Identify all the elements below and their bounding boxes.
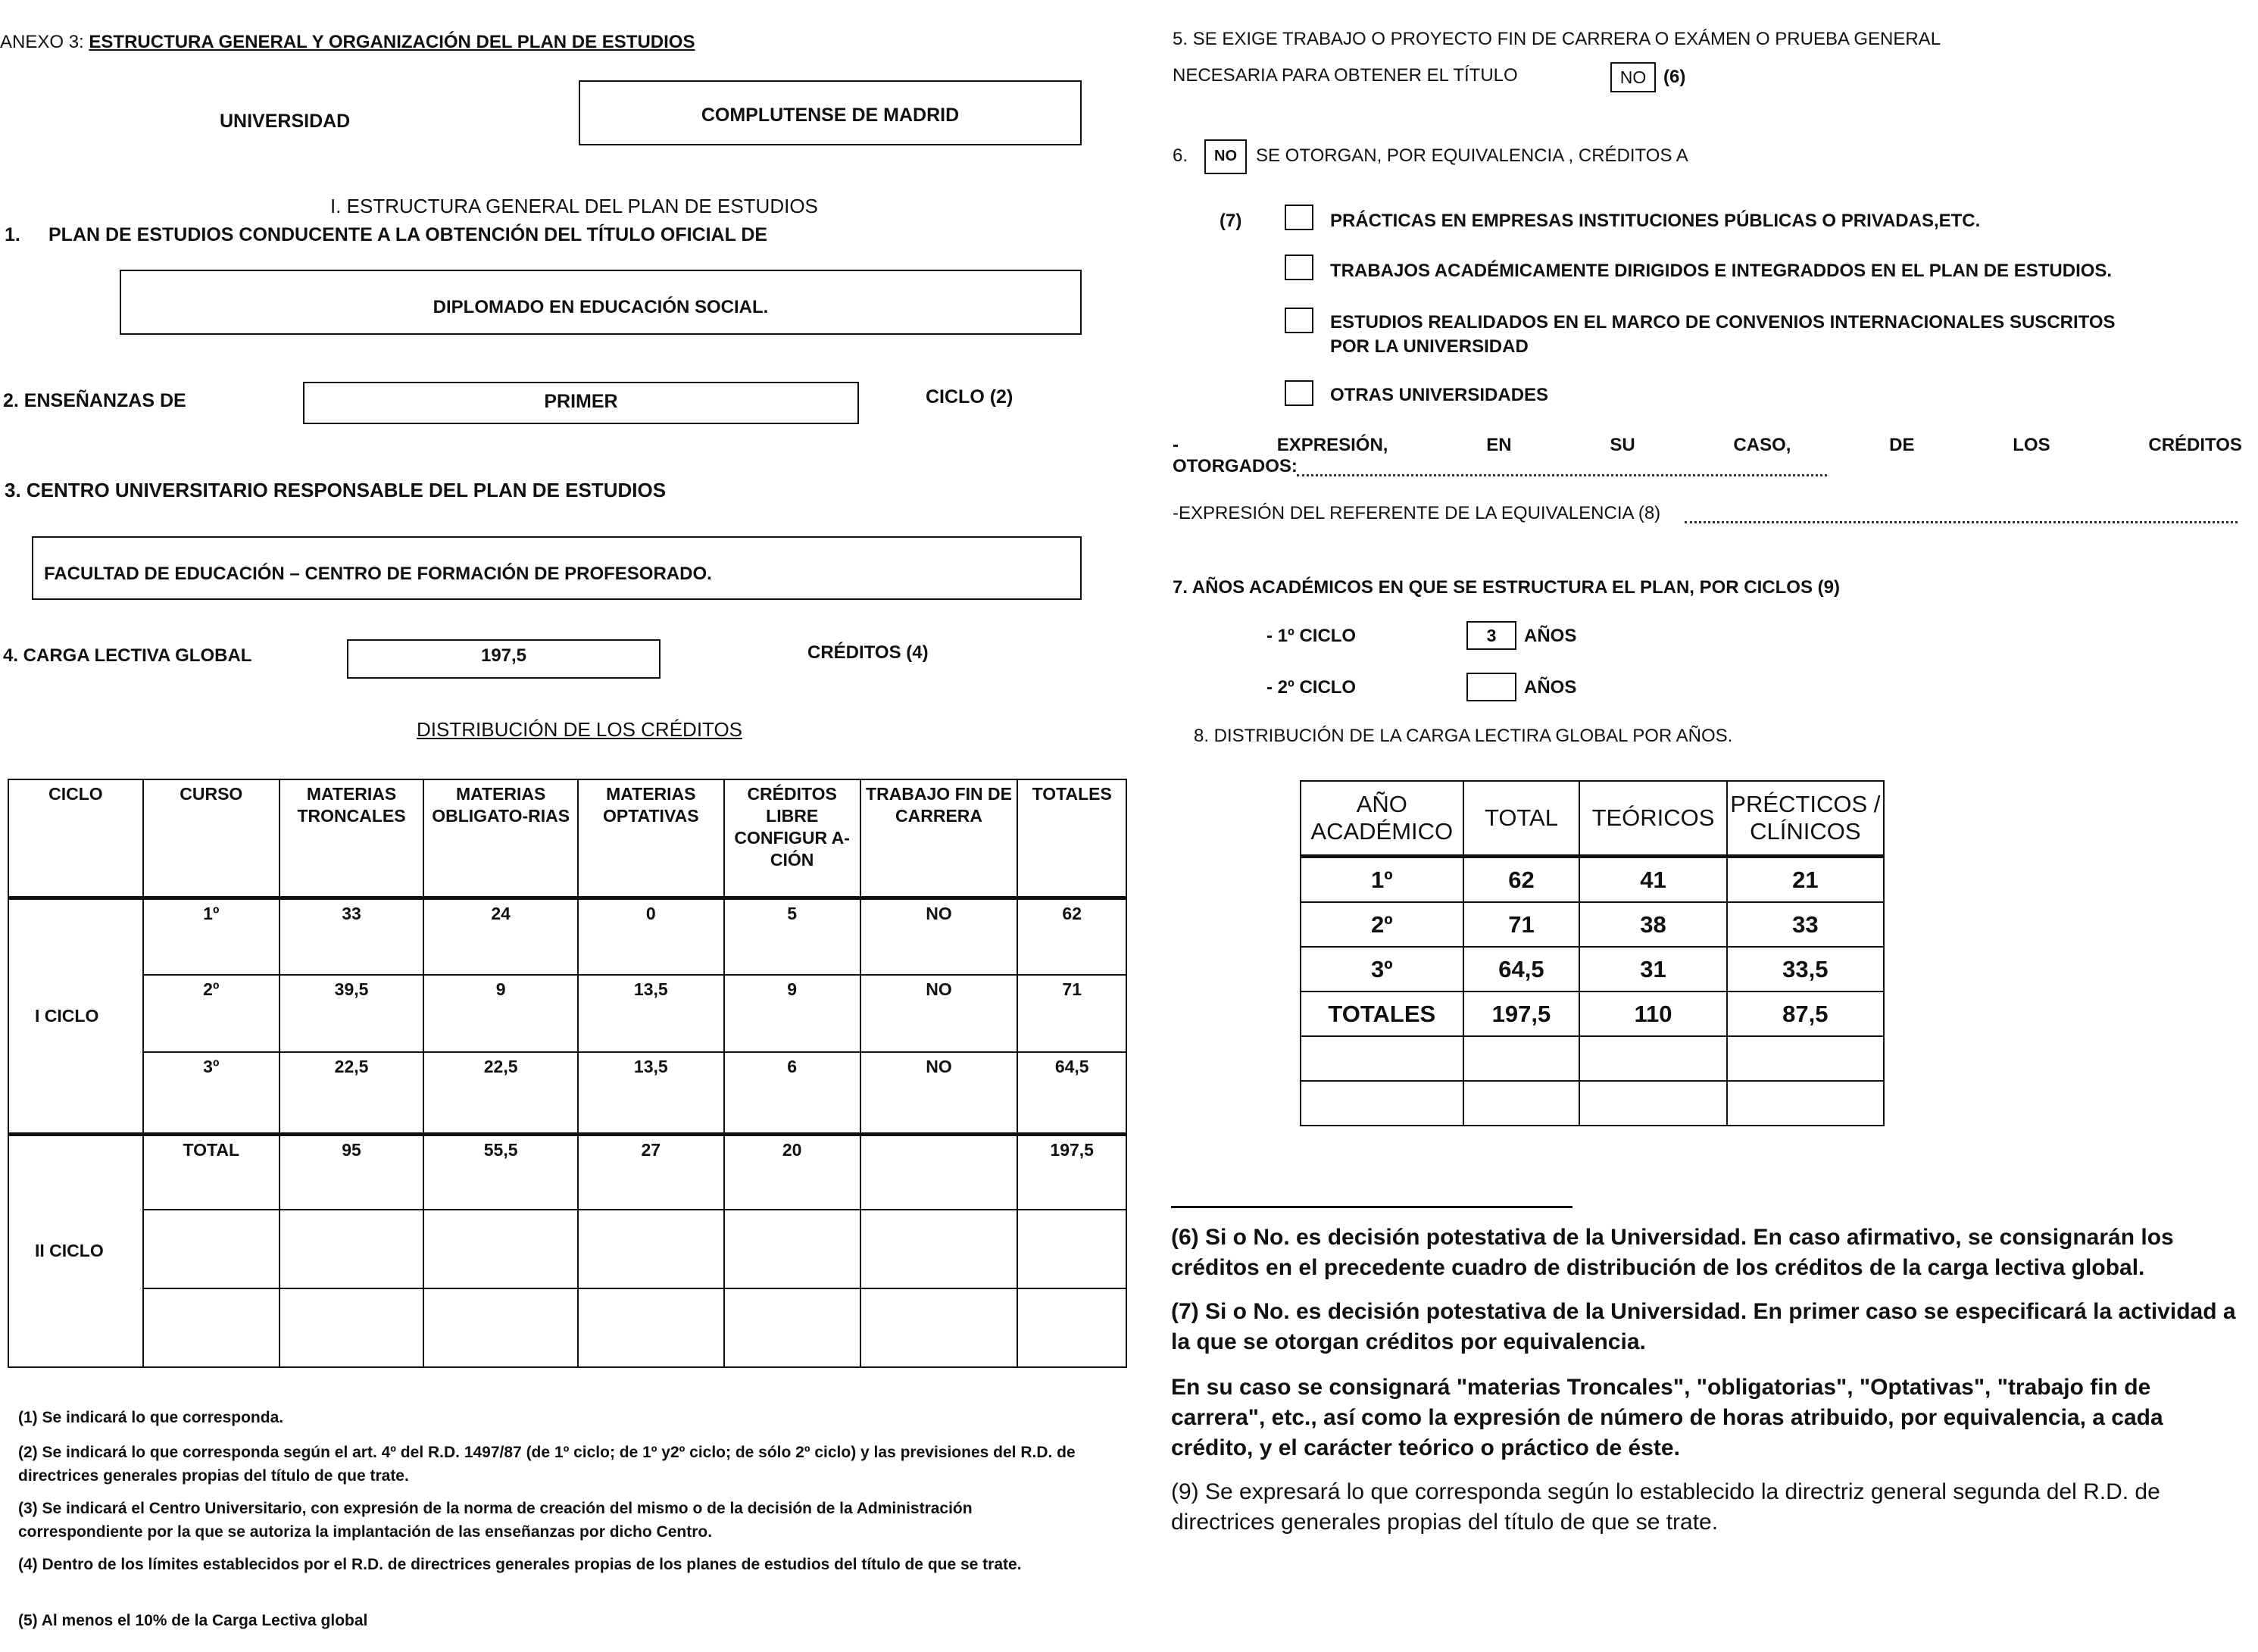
cell: NO	[860, 1052, 1018, 1134]
table-row-total	[8, 1134, 1126, 1210]
table-row	[8, 1052, 1126, 1134]
expr-otorgados-dots	[1297, 474, 1827, 476]
option-convenios-line2: POR LA UNIVERSIDAD	[1330, 336, 1529, 357]
footnote-4: (4) Dentro de los límites establecidos por el R.D. de directrices generales propias de los planes de estudios del título de que se trate.	[18, 1556, 1022, 1573]
cell: 2º	[1301, 902, 1463, 947]
table-row	[8, 898, 1126, 975]
cell	[1301, 1081, 1463, 1126]
footnote-2: (2) Se indicará lo que corresponda según el art. 4º del R.D. 1497/87 (de 1º ciclo; de 1º y2º ciclo; de sólo 2º ciclo) y las previsiones del R.D. de directrices generales propias del título de que trate.	[18, 1444, 1076, 1485]
years-row-totales	[1301, 992, 1884, 1036]
footnote-1: (1) Se indicará lo que corresponda.	[18, 1409, 284, 1426]
header-curso: CURSO	[143, 779, 280, 898]
years-header-row	[1301, 781, 1884, 857]
centre-value: FACULTAD DE EDUCACIÓN – CENTRO DE FORMACIÓN DE PROFESORADO.	[44, 564, 712, 584]
cell: 0	[578, 898, 724, 975]
years-row	[1301, 857, 1884, 903]
item2-suffix: CICLO (2)	[926, 386, 1013, 408]
ciclo1-years: AÑOS	[1524, 626, 1577, 646]
cell: 1º	[1301, 857, 1463, 903]
expr-referente-dots	[1685, 521, 2238, 523]
ciclo1-value: 3	[1486, 626, 1497, 645]
cell: 22,5	[423, 1052, 578, 1134]
cell: 1º	[143, 898, 280, 975]
cell: 27	[578, 1134, 724, 1210]
item5-value-box	[1610, 62, 1656, 92]
note-6: (6) Si o No. es decisión potestativa de la Universidad. En caso afirmativo, se consignarán los créditos en el precedente cuadro de distribución de los créditos de la carga lectiva global.	[1171, 1225, 2174, 1280]
years-row	[1301, 947, 1884, 992]
option-checkbox-practicas[interactable]	[1285, 205, 1313, 230]
item4-suffix: CRÉDITOS (4)	[807, 642, 929, 663]
years-header-total: TOTAL	[1463, 781, 1580, 857]
notes-divider	[1171, 1206, 1572, 1208]
cell: 64,5	[1017, 1052, 1126, 1134]
cell: 9	[724, 975, 860, 1052]
cell: 41	[1579, 857, 1726, 903]
cell: TOTALES	[1301, 992, 1463, 1036]
cell: 20	[724, 1134, 860, 1210]
ciclo2-years: AÑOS	[1524, 677, 1577, 698]
item5-line2: NECESARIA PARA OBTENER EL TÍTULO	[1173, 65, 1518, 86]
years-row	[1301, 1036, 1884, 1081]
item7-label: 7. AÑOS ACADÉMICOS EN QUE SE ESTRUCTURA EL PLAN, POR CICLOS (9)	[1173, 577, 1840, 598]
item6-label: SE OTORGAN, POR EQUIVALENCIA , CRÉDITOS A	[1256, 145, 1688, 166]
cell: 22,5	[280, 1052, 424, 1134]
cell: 64,5	[1463, 947, 1580, 992]
option-checkbox-otras[interactable]	[1285, 380, 1313, 406]
header-libre-configuracion: CRÉDITOS LIBRE CONFIGUR A-CIÓN	[724, 779, 860, 898]
cell: NO	[860, 898, 1018, 975]
annex-prefix: ANEXO 3:	[0, 32, 84, 52]
expr-credits-line	[1173, 435, 2242, 456]
ciclo1-label: - 1º CICLO	[1266, 626, 1357, 646]
cell: 13,5	[578, 975, 724, 1052]
note-9: (9) Se expresará lo que corresponda según lo establecido la directriz general segunda del R.D. de directrices generales propias del título de que se trate.	[1171, 1479, 2160, 1535]
expr-word: CRÉDITOS	[2148, 435, 2242, 455]
cell: 95	[280, 1134, 424, 1210]
university-label: UNIVERSIDAD	[220, 111, 351, 132]
annex-heading	[0, 32, 695, 53]
cell	[1727, 1081, 1884, 1126]
cell	[1463, 1081, 1580, 1126]
centre-field	[32, 536, 1082, 600]
item2-label: 2. ENSEÑANZAS DE	[3, 390, 186, 411]
item1-label	[5, 224, 767, 246]
title-value: DIPLOMADO EN EDUCACIÓN SOCIAL.	[433, 297, 769, 317]
footnote-3: (3) Se indicará el Centro Universitario, con expresión de la norma de creación del mismo o de la decisión de la Administración correspondiente por la que se autoriza la implantación de las enseñanzas por dicho Centro.	[18, 1500, 973, 1541]
cell	[1301, 1036, 1463, 1081]
expr-word: SU	[1610, 435, 1635, 455]
table-header-row	[8, 779, 1126, 898]
cell	[1463, 1036, 1580, 1081]
years-header-practicos: PRÉCTICOS / CLÍNICOS	[1727, 781, 1884, 857]
cell	[1579, 1081, 1726, 1126]
expr-word: DE	[1889, 435, 1915, 455]
years-header-ano: AÑO ACADÉMICO	[1301, 781, 1463, 857]
item4-value: 197,5	[480, 645, 527, 666]
item4-field	[347, 639, 661, 679]
item5-line1: 5. SE EXIGE TRABAJO O PROYECTO FIN DE CARRERA O EXÁMEN O PRUEBA GENERAL	[1173, 29, 1941, 49]
cell	[1727, 1036, 1884, 1081]
item4-label: 4. CARGA LECTIVA GLOBAL	[3, 645, 252, 666]
cell: 62	[1017, 898, 1126, 975]
cell: 55,5	[423, 1134, 578, 1210]
expr-word: EXPRESIÓN,	[1276, 435, 1388, 455]
cell: 71	[1017, 975, 1126, 1052]
cell: 13,5	[578, 1052, 724, 1134]
cell: 5	[724, 898, 860, 975]
option-checkbox-trabajos[interactable]	[1285, 255, 1313, 280]
cell: 110	[1579, 992, 1726, 1036]
cell: NO	[860, 975, 1018, 1052]
item1-text: PLAN DE ESTUDIOS CONDUCENTE A LA OBTENCIÓN DEL TÍTULO OFICIAL DE	[48, 224, 768, 245]
years-header-teoricos: TEÓRICOS	[1579, 781, 1726, 857]
university-field	[579, 80, 1082, 145]
header-obligatorias: MATERIAS OBLIGATO-RIAS	[423, 779, 578, 898]
years-row	[1301, 1081, 1884, 1126]
university-value: COMPLUTENSE DE MADRID	[701, 105, 960, 126]
item3-label: 3. CENTRO UNIVERSITARIO RESPONSABLE DEL PLAN DE ESTUDIOS	[5, 479, 667, 501]
cell: 87,5	[1727, 992, 1884, 1036]
cell: 3º	[1301, 947, 1463, 992]
expr-otorgados: OTORGADOS:	[1173, 456, 1298, 476]
cell: TOTAL	[143, 1134, 280, 1210]
option-otras: OTRAS UNIVERSIDADES	[1330, 385, 1549, 405]
expr-word: CASO,	[1733, 435, 1791, 455]
item1-number: 1.	[5, 224, 20, 245]
header-trabajo-fin: TRABAJO FIN DE CARRERA	[860, 779, 1018, 898]
years-row	[1301, 902, 1884, 947]
table-row	[8, 975, 1126, 1052]
cell: 39,5	[280, 975, 424, 1052]
ciclo-ii-label: II CICLO	[8, 1134, 143, 1367]
cell	[860, 1134, 1018, 1210]
cell	[1579, 1036, 1726, 1081]
cell: 62	[1463, 857, 1580, 903]
expr-word: -	[1173, 435, 1179, 455]
ciclo2-label: - 2º CICLO	[1266, 677, 1357, 698]
years-distribution-table	[1300, 780, 1885, 1126]
cell: 9	[423, 975, 578, 1052]
item6-note: (7)	[1220, 211, 1242, 231]
header-optativas: MATERIAS OPTATIVAS	[578, 779, 724, 898]
header-ciclo: CICLO	[8, 779, 143, 898]
cell: 3º	[143, 1052, 280, 1134]
footnote-5: (5) Al menos el 10% de la Carga Lectiva global	[18, 1612, 368, 1629]
cell: 197,5	[1463, 992, 1580, 1036]
item2-field	[303, 382, 859, 424]
expr-referente: -EXPRESIÓN DEL REFERENTE DE LA EQUIVALENCIA (8)	[1173, 503, 1661, 523]
option-convenios: ESTUDIOS REALIDADOS EN EL MARCO DE CONVENIOS INTERNACIONALES SUSCRITOS	[1330, 312, 2116, 333]
note-equivalencia: En su caso se consignará "materias Troncales", "obligatorias", "Optativas", "trabajo fin de carrera", etc., así como la expresión de número de horas atribuido, por equivalencia, a cada crédito, y el carácter teórico o práctico de éste.	[1171, 1375, 2163, 1460]
cell: 33,5	[1727, 947, 1884, 992]
distribution-title: DISTRIBUCIÓN DE LOS CRÉDITOS	[417, 718, 743, 741]
table-row	[8, 1288, 1126, 1367]
note-7: (7) Si o No. es decisión potestativa de la Universidad. En primer caso se especificará la actividad a la que se otorgan créditos por equivalencia.	[1171, 1299, 2236, 1354]
cell: 6	[724, 1052, 860, 1134]
cell: 31	[1579, 947, 1726, 992]
header-troncales: MATERIAS TRONCALES	[280, 779, 424, 898]
ciclo2-value-box	[1466, 673, 1516, 701]
cell: 33	[280, 898, 424, 975]
item5-value: NO	[1619, 67, 1647, 87]
title-field	[120, 270, 1082, 335]
cell: 38	[1579, 902, 1726, 947]
cell: 24	[423, 898, 578, 975]
option-checkbox-convenios[interactable]	[1285, 308, 1313, 333]
item8-label: 8. DISTRIBUCIÓN DE LA CARGA LECTIRA GLOBAL POR AÑOS.	[1194, 726, 1733, 746]
ciclo-i-label: I CICLO	[8, 898, 143, 1134]
cell: 197,5	[1017, 1134, 1126, 1210]
cell: 21	[1727, 857, 1884, 903]
cell: 33	[1727, 902, 1884, 947]
item6-number: 6.	[1173, 145, 1188, 166]
header-totales: TOTALES	[1017, 779, 1126, 898]
credits-distribution-table	[8, 779, 1127, 1368]
expr-word: LOS	[2013, 435, 2050, 455]
cell: 2º	[143, 975, 280, 1052]
expr-word: EN	[1486, 435, 1512, 455]
item6-value-box	[1204, 139, 1247, 174]
annex-title: ESTRUCTURA GENERAL Y ORGANIZACIÓN DEL PLAN DE ESTUDIOS	[89, 32, 695, 52]
table-row	[8, 1210, 1126, 1288]
option-trabajos: TRABAJOS ACADÉMICAMENTE DIRIGIDOS E INTEGRADDOS EN EL PLAN DE ESTUDIOS.	[1330, 261, 2113, 281]
option-practicas: PRÁCTICAS EN EMPRESAS INSTITUCIONES PÚBLICAS O PRIVADAS,ETC.	[1330, 211, 1981, 231]
ciclo1-value-box	[1466, 621, 1516, 650]
cell: 71	[1463, 902, 1580, 947]
item2-value: PRIMER	[544, 391, 618, 412]
section-i-title: I. ESTRUCTURA GENERAL DEL PLAN DE ESTUDIOS	[330, 195, 818, 217]
item5-note: (6)	[1663, 67, 1686, 87]
item6-value: NO	[1214, 148, 1237, 164]
